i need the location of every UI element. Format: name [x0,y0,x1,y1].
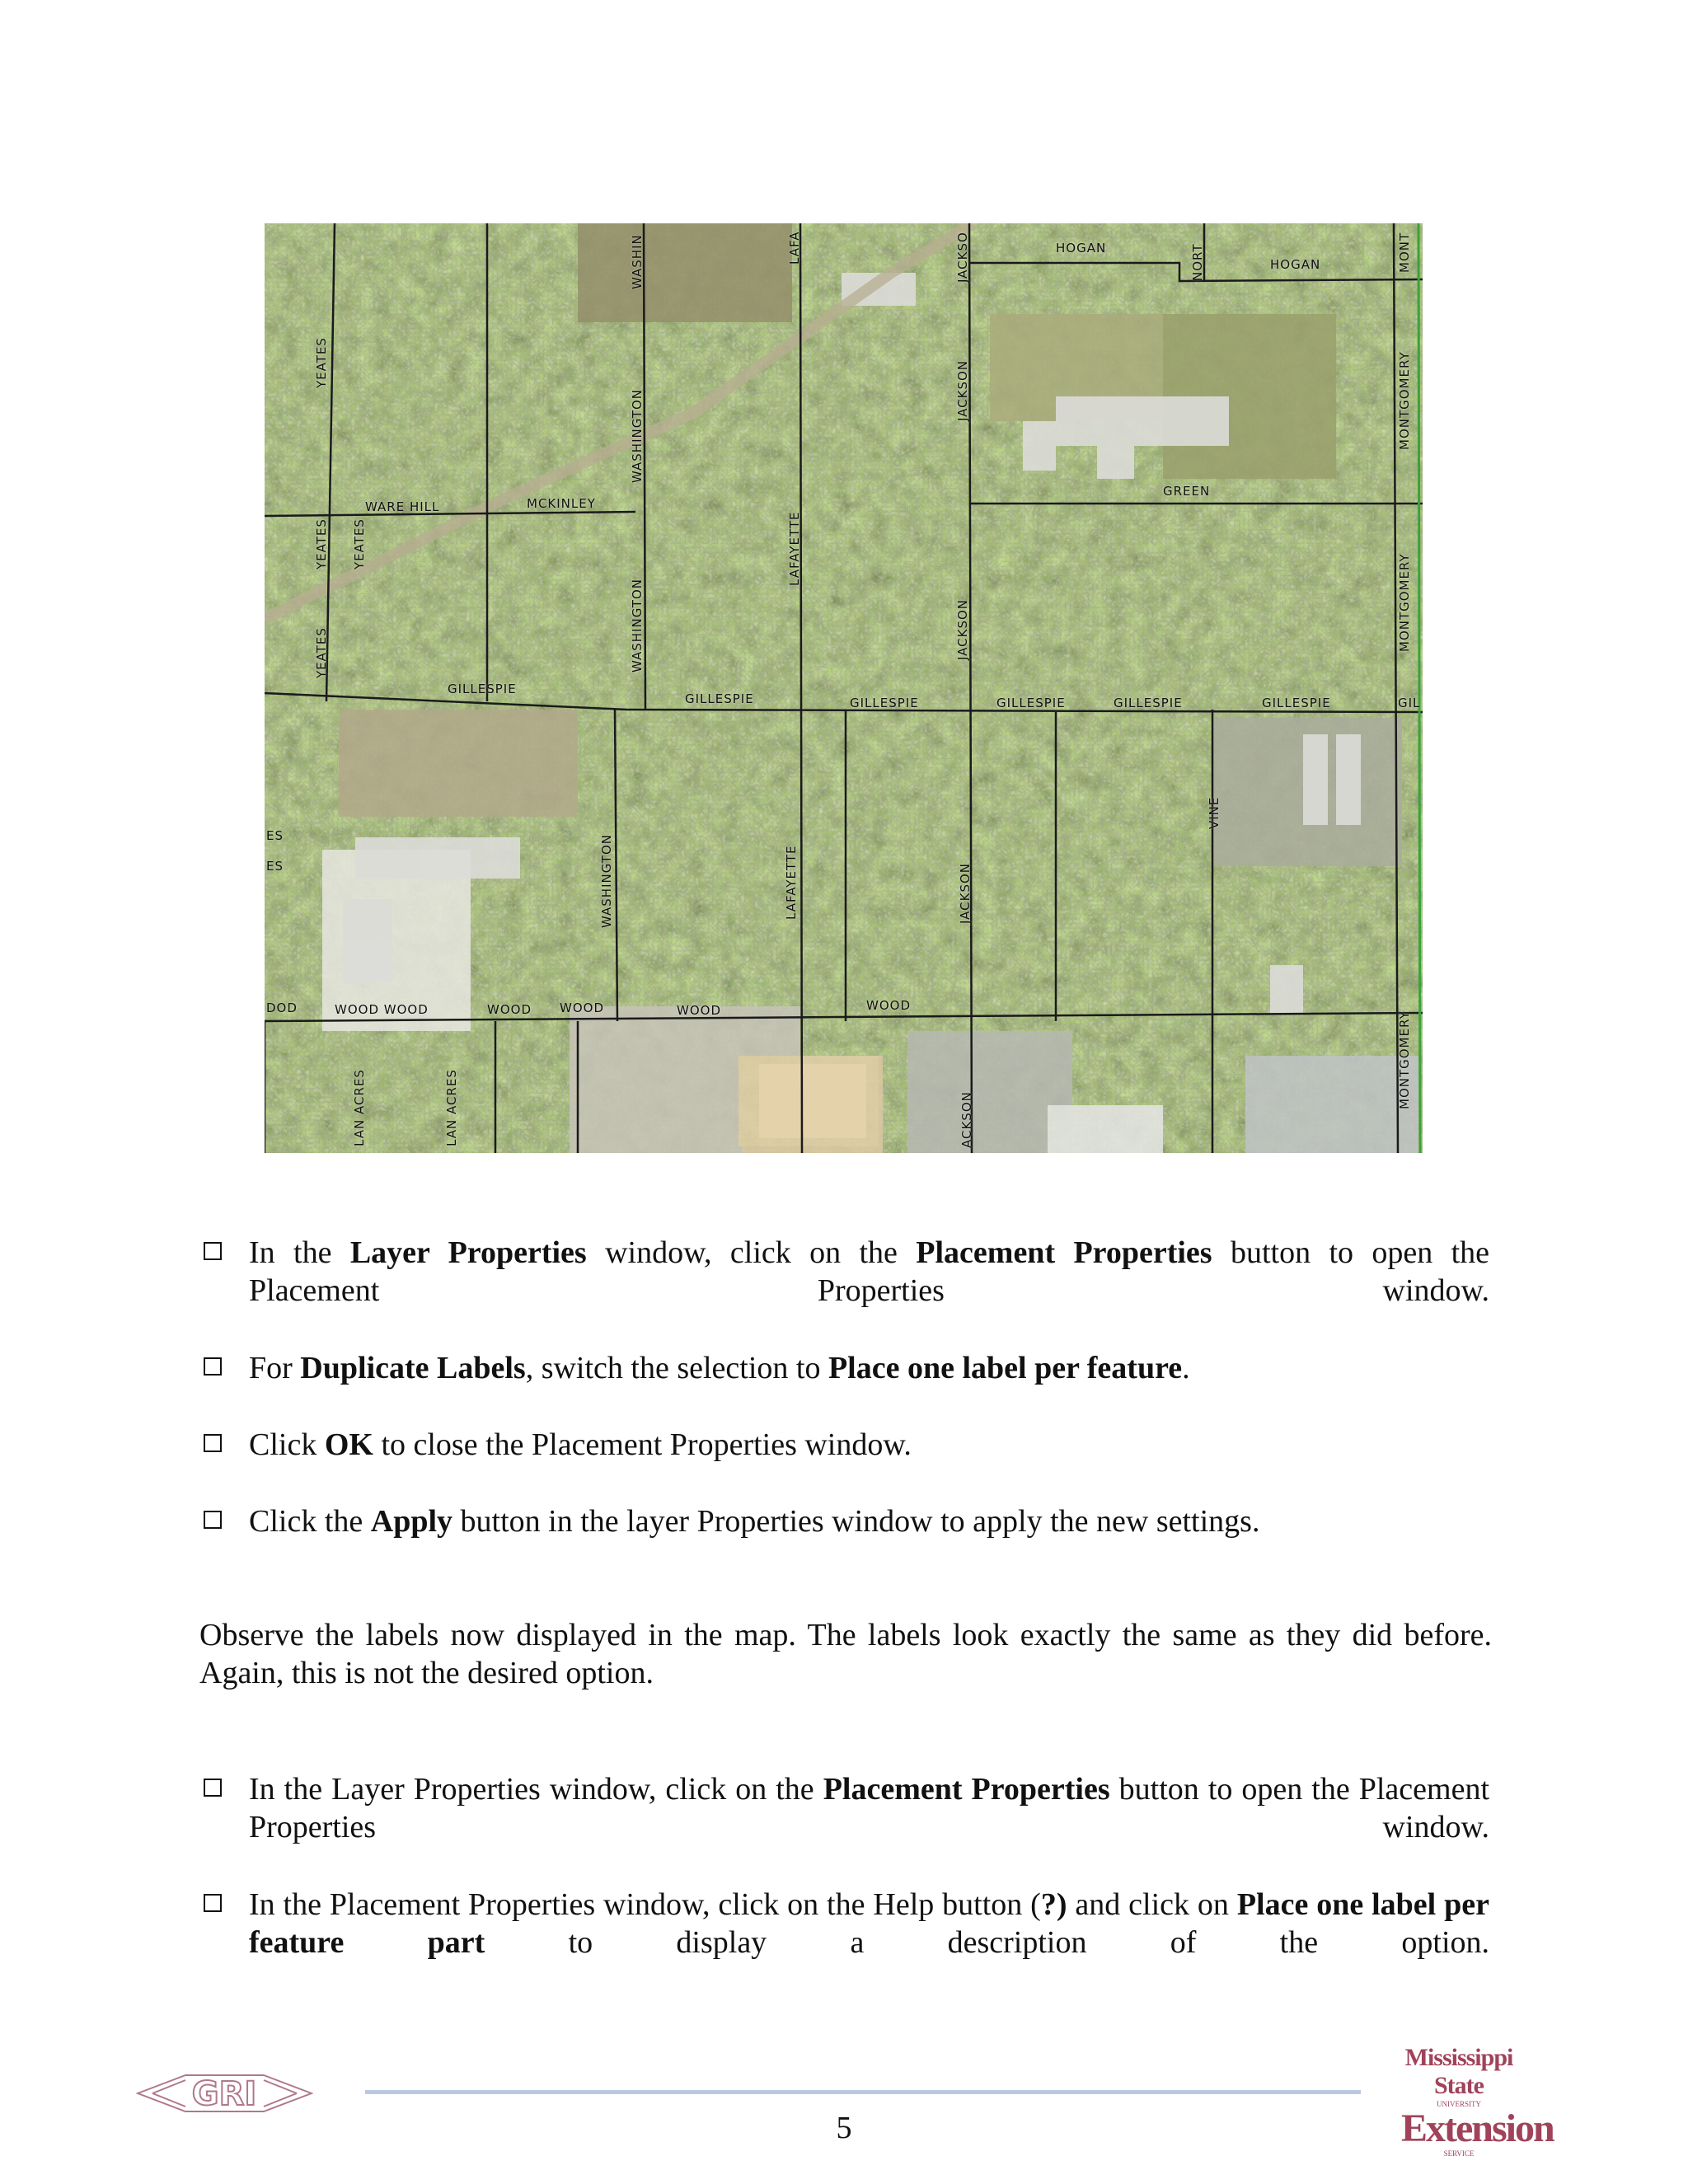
street-label-jackson: JACKSON [958,862,973,924]
street-label-gillespie: GILLESPIE [850,696,919,710]
bold-term: Layer Properties [349,1235,587,1270]
step-item [204,1502,1489,1540]
checkbox-icon [204,1779,222,1797]
street-label-gillespie: GILLESPIE [1262,696,1331,710]
aerial-map [265,223,1423,1153]
step-text-run: button in the layer Properties window to apply the new settings. [452,1504,1260,1539]
step-text-run: Click the [249,1504,371,1539]
street-label-dod: DOD [266,1001,298,1015]
step-text [249,1886,1489,1961]
street-label-jackson: JACKSON [955,359,970,421]
gri-logo-text: GRI [191,2075,257,2113]
step-item [204,1770,1489,1846]
msu-extension-logo [1401,2044,1554,2158]
step-text-run: window, click on the [586,1235,917,1270]
street-label-gillespie: GILLESPIE [685,691,754,706]
street-label-yeates: YEATES [314,627,329,678]
street-label-yeates: YEATES [352,518,367,569]
step-item [204,1886,1489,1961]
bold-term: Placement Properties [916,1235,1212,1270]
bold-term: ?) [1040,1887,1067,1922]
street-label-yeates: YEATES [314,337,329,388]
step-text [249,1502,1489,1540]
step-text-run: In the [249,1235,350,1270]
step-text-run: For [249,1351,301,1385]
street-label-washington: WASHINGTON [630,579,645,673]
footer-rule [365,2090,1361,2094]
street-label-washington: WASHINGTON [599,834,614,928]
street-label-lafa: LAFA [787,231,802,265]
street-label-es: ES [266,828,284,843]
observation-paragraph: Observe the labels now displayed in the map. The labels look exactly the same as they did before. Again, this is not the desired option. [199,1618,1492,1690]
street-label-gillespie: GILLESPIE [996,696,1066,710]
step-item [204,1234,1489,1310]
checkbox-icon [204,1511,222,1529]
aerial-imagery [265,223,1423,1153]
step-text-run: . [1182,1351,1190,1385]
step-text-run: to display a description of the option. [485,1925,1489,1960]
street-label-yeates: YEATES [314,518,329,569]
step-text-run: and click on [1067,1887,1237,1922]
street-label-wood: WOOD [866,998,911,1013]
msu-logo-line3: Extension [1401,2107,1554,2150]
street-label-montgomery: MONTGOMERY [1397,1010,1412,1109]
msu-logo-line4: SERVICE [1443,2149,1475,2158]
street-label-wood: WOOD [487,1002,532,1017]
bold-term: Apply [370,1504,453,1539]
street-label-hogan: HOGAN [1270,257,1321,272]
street-label-es: ES [266,859,284,874]
msu-logo-line1: Mississippi State [1404,2044,1513,2099]
step-text-run: to close the Placement Properties window. [373,1427,912,1462]
checkbox-icon [204,1434,222,1452]
street-label-vine: VINE [1207,796,1221,829]
street-label-mont: MONT [1397,232,1412,273]
bold-term: Duplicate Labels [300,1351,526,1385]
step-text [249,1234,1489,1310]
bold-term: Placement Properties [823,1772,1110,1807]
step-text [249,1349,1489,1387]
street-label-lan-acres: LAN ACRES [444,1069,459,1146]
msu-logo-line2: UNIVERSITY [1437,2100,1481,2108]
checkbox-icon [204,1357,222,1376]
step-text [249,1770,1489,1846]
street-label-lafayette: LAFAYETTE [784,845,799,920]
street-label-jackson: JACKSON [955,598,970,660]
step-item [204,1426,1489,1464]
street-label-gillespie: GILLESPIE [1114,696,1183,710]
street-label-nort: NORT [1190,243,1205,281]
street-label-ackson: ACKSON [959,1091,974,1148]
street-label-washin: WASHIN [630,234,645,289]
step-text-run: In the Placement Properties window, click on the Help button ( [249,1887,1041,1922]
street-label-wood: WOOD [560,1001,604,1015]
bold-term: Place one label per feature part [249,1887,1490,1960]
step-text-run: button to open the Placement Properties window. [249,1772,1490,1844]
checkbox-icon [204,1242,222,1260]
street-label-montgomery: MONTGOMERY [1397,351,1412,450]
checkbox-icon [204,1894,222,1912]
street-label-wood-wood: WOOD WOOD [335,1002,429,1017]
page-number: 5 [836,2111,852,2145]
street-label-gil: GIL [1398,696,1421,710]
street-label-wood: WOOD [677,1003,721,1018]
step-text-run: button to open the Placement Properties window. [249,1235,1490,1308]
street-label-montgomery: MONTGOMERY [1397,553,1412,652]
step-text-run: , switch the selection to [525,1351,828,1385]
bold-term: OK [324,1427,373,1462]
step-item [204,1349,1489,1387]
step-text [249,1426,1489,1464]
street-label-jackso: JACKSO [955,232,970,283]
street-label-gillespie: GILLESPIE [448,682,517,696]
street-label-mckinley: MCKINLEY [527,496,596,511]
step-text-run: In the Layer Properties window, click on the [249,1772,823,1807]
street-label-lafayette: LAFAYETTE [787,511,802,586]
street-label-washington: WASHINGTON [630,389,645,483]
bold-term: Place one label per feature [828,1351,1183,1385]
street-label-hogan: HOGAN [1056,241,1107,255]
street-label-ware-hill: WARE HILL [365,499,440,514]
street-label-green: GREEN [1163,484,1211,499]
step-text-run: Click [249,1427,325,1462]
map-edge-line [1418,223,1420,1153]
street-label-lan-acres: LAN ACRES [352,1069,367,1146]
